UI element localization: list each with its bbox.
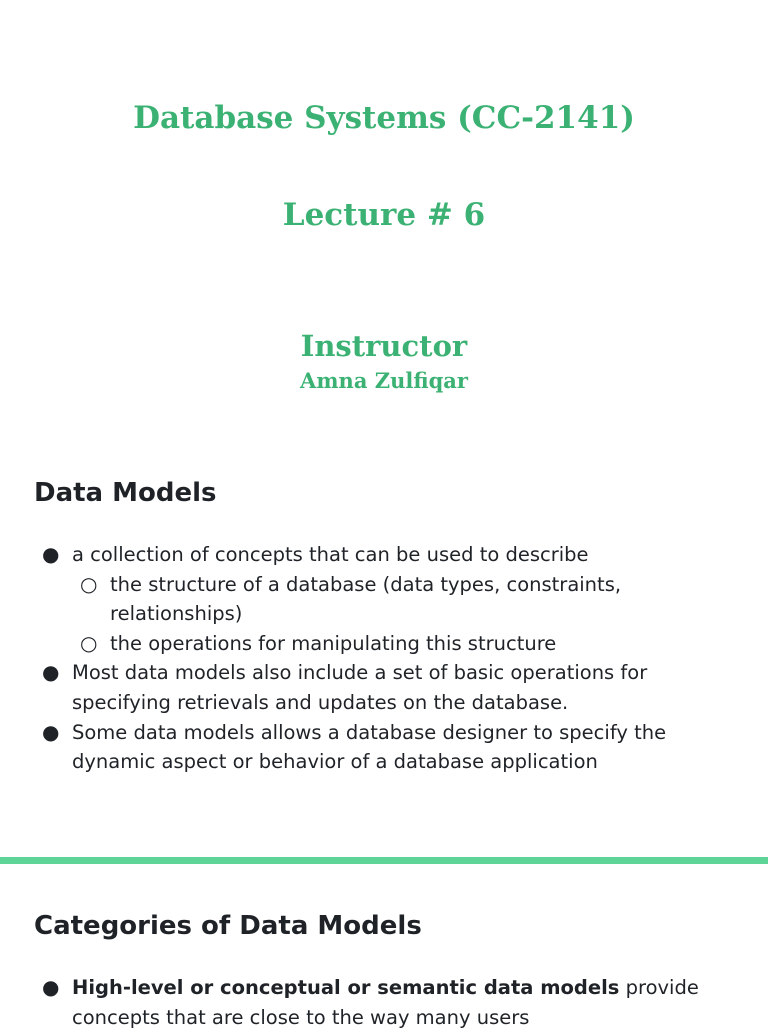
bullet-item <box>34 718 734 777</box>
bullet-text: a collection of concepts that can be used to describe <box>72 543 589 566</box>
sub-bullet-item <box>34 629 734 659</box>
section-heading-data-models: Data Models <box>34 478 217 508</box>
filled-bullet-icon: ● <box>42 975 60 999</box>
instructor-label: Instructor <box>300 329 468 363</box>
categories-bullet-list <box>34 973 734 1032</box>
bullet-text: Some data models allows a database designer to specify the dynamic aspect or behavior of a database application <box>72 720 667 774</box>
bullet-item <box>34 658 734 717</box>
bullet-text: the operations for manipulating this structure <box>110 631 557 655</box>
sub-bullet-item <box>34 570 734 629</box>
section-heading-categories: Categories of Data Models <box>34 911 422 941</box>
slide-divider <box>0 857 768 864</box>
bullet-text: provide concepts that are close to the way many users <box>72 976 699 1029</box>
bullet-text: Most data models also include a set of basic operations for specifying retrievals and updates on the database. <box>72 661 648 714</box>
lecture-title: Lecture # 6 <box>282 197 486 233</box>
bullet-item <box>34 973 734 1032</box>
course-title: Database Systems (CC-2141) <box>133 100 635 136</box>
bullet-item <box>34 540 734 570</box>
bullet-text: the structure of a database (data types, constraints, relationships) <box>110 572 622 626</box>
instructor-name: Amna Zulfiqar <box>300 368 468 393</box>
filled-bullet-icon: ● <box>42 542 60 566</box>
filled-bullet-icon: ● <box>42 660 60 685</box>
filled-bullet-icon: ● <box>42 719 60 744</box>
data-models-bullet-list <box>34 540 734 777</box>
hollow-bullet-icon: ○ <box>80 571 98 596</box>
hollow-bullet-icon: ○ <box>80 630 98 655</box>
bullet-bold-term: High-level or conceptual or semantic data models <box>72 976 620 999</box>
